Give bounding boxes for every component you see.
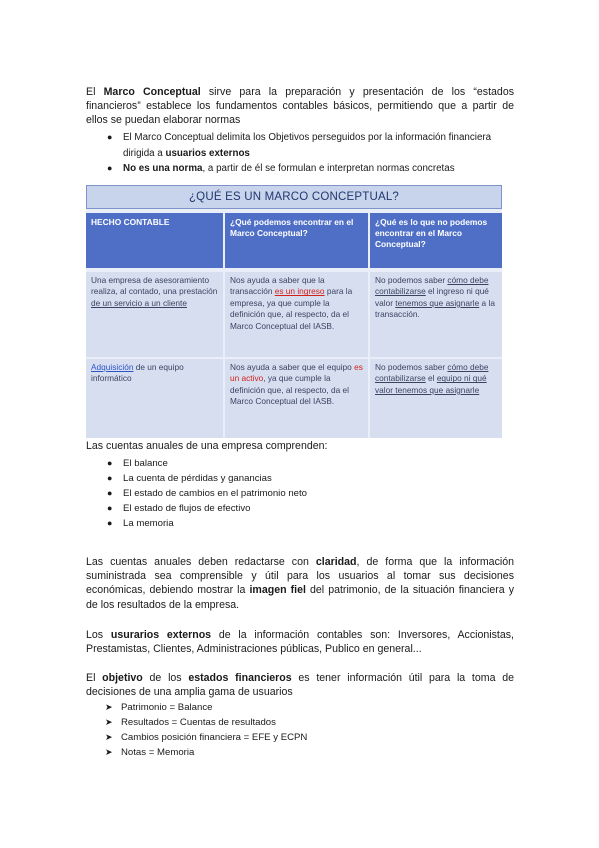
list-item-text: Notas = Memoria bbox=[121, 747, 195, 758]
table-cell bbox=[370, 359, 502, 438]
cell-text: , ya que cumple la definición que, al respecto, da el Marco Conceptual del IASB. bbox=[230, 373, 350, 407]
usuarios-paragraph bbox=[86, 628, 514, 656]
objetivo-arrow-list bbox=[105, 700, 505, 760]
text: es tener información útil para la toma de decisiones de una amplia gama de usuarios bbox=[86, 672, 515, 699]
list-item bbox=[107, 516, 507, 531]
text: de la información contables son: Inversores, Accionistas, Prestamistas, Clientes, Administraciones públicas, Publico en general... bbox=[86, 629, 514, 656]
bold-term: imagen fiel bbox=[249, 584, 306, 597]
cell-text: No podemos saber bbox=[375, 275, 448, 285]
intro-text-post: sirve para la preparación y presentación de los “estados financieros” establece los fundamentos contables básicos, permitiendo que a partir de ellos se puedan elaborar normas bbox=[86, 86, 515, 127]
cell-link[interactable]: Adquisición bbox=[91, 362, 134, 372]
cell-link[interactable]: cómo debe contabilizarse bbox=[375, 362, 489, 384]
cell-text: Nos ayuda a saber que el equipo bbox=[230, 362, 355, 372]
cell-text: Nos ayuda a saber que la transacción bbox=[230, 275, 325, 297]
list-item bbox=[107, 486, 507, 501]
text: El bbox=[86, 672, 103, 684]
arrow-icon: ➤ bbox=[105, 702, 113, 712]
bullet-icon: ● bbox=[107, 473, 113, 483]
bullet-icon: ● bbox=[107, 163, 113, 173]
table-cell bbox=[370, 272, 502, 357]
text: Las cuentas anuales deben redactarse con bbox=[86, 556, 316, 568]
cell-text: a la transacción. bbox=[375, 297, 495, 320]
list-item bbox=[105, 730, 505, 745]
text: , de forma que la información suministrada sea comprensible y útil para los usuarios al tomar sus decisiones económicas, debiendo mostrar la bbox=[86, 556, 515, 597]
bullet-icon: ● bbox=[107, 488, 113, 498]
arrow-icon: ➤ bbox=[105, 747, 113, 757]
bullet-icon: ● bbox=[107, 132, 113, 142]
intro-text-pre: El bbox=[86, 86, 104, 98]
list-item-text: El estado de cambios en el patrimonio neto bbox=[123, 488, 307, 499]
intro-bold-term: Marco Conceptual bbox=[103, 86, 201, 98]
bullet-bold: usuarios externos bbox=[165, 147, 250, 159]
list-item bbox=[107, 456, 507, 471]
cell-link[interactable]: cómo debe contabilizarse bbox=[375, 275, 489, 297]
cell-link[interactable]: de un servicio a un cliente bbox=[91, 297, 187, 308]
list-item bbox=[105, 745, 505, 760]
cell-link[interactable]: equipo ni qué valor tenemos que asignarle bbox=[375, 373, 487, 395]
cell-link[interactable]: tenemos que asignarle bbox=[395, 297, 480, 308]
claridad-paragraph bbox=[86, 555, 514, 612]
list-item-text: El estado de flujos de efectivo bbox=[123, 503, 251, 514]
cuentas-heading: Las cuentas anuales de una empresa comprenden: bbox=[86, 440, 328, 452]
text: del patrimonio, de la situación financiera y de los resultados de la empresa. bbox=[86, 584, 514, 611]
bold-term: usurarios externos bbox=[110, 629, 212, 641]
table-title: ¿QUÉ ES UN MARCO CONCEPTUAL? bbox=[86, 185, 502, 209]
list-item-text: La cuenta de pérdidas y ganancias bbox=[123, 473, 272, 484]
cuentas-list bbox=[107, 456, 507, 531]
list-item bbox=[107, 130, 514, 161]
cell-text: de un equipo informático bbox=[91, 362, 184, 384]
table-header-que-no-encontrar: ¿Qué es lo que no podemos encontrar en el Marco Conceptual? bbox=[370, 213, 502, 268]
bold-term: objetivo bbox=[102, 672, 143, 684]
cell-highlight: es un activo bbox=[230, 362, 363, 384]
list-item-text: Resultados = Cuentas de resultados bbox=[121, 717, 276, 728]
list-item bbox=[107, 471, 507, 486]
cell-text: para la empresa, ya que cumple la definición que, al respecto, da el Marco Conceptual del IASB. bbox=[230, 286, 353, 331]
cell-highlight: es un ingreso bbox=[274, 286, 325, 297]
bold-term: estados financieros bbox=[188, 672, 292, 684]
cell-text: el bbox=[425, 373, 437, 384]
bullet-text: El Marco Conceptual delimita los Objetivos perseguidos por la información financiera dirigida a bbox=[123, 132, 492, 159]
text: Los bbox=[86, 629, 111, 641]
list-item-text: La memoria bbox=[123, 518, 174, 529]
text: de los bbox=[142, 672, 189, 684]
marco-conceptual-table bbox=[86, 185, 502, 438]
table-cell bbox=[86, 272, 223, 357]
list-item bbox=[107, 501, 507, 516]
list-item-text: Cambios posición financiera = EFE y ECPN bbox=[121, 732, 308, 743]
list-item-text: El balance bbox=[123, 458, 168, 469]
bullet-text: , a partir de él se formulan e interpretan normas concretas bbox=[202, 163, 455, 174]
table-header-que-encontrar: ¿Qué podemos encontrar en el Marco Conceptual? bbox=[225, 213, 368, 268]
table-header-hecho: HECHO CONTABLE bbox=[86, 213, 223, 268]
intro-bullet-list bbox=[107, 130, 514, 177]
arrow-icon: ➤ bbox=[105, 717, 113, 727]
list-item bbox=[105, 715, 505, 730]
bullet-icon: ● bbox=[107, 503, 113, 513]
bullet-icon: ● bbox=[107, 458, 113, 468]
list-item-text: Patrimonio = Balance bbox=[121, 702, 213, 713]
bold-term: claridad bbox=[315, 556, 357, 568]
objetivo-paragraph bbox=[86, 671, 514, 699]
table-cell bbox=[225, 272, 368, 357]
list-item bbox=[105, 700, 505, 715]
list-item bbox=[107, 161, 514, 177]
arrow-icon: ➤ bbox=[105, 732, 113, 742]
cell-text: el ingreso ni qué valor bbox=[375, 286, 489, 308]
table-cell bbox=[225, 359, 368, 438]
cell-text: No podemos saber bbox=[375, 362, 448, 372]
bullet-bold: No es una norma bbox=[123, 163, 203, 174]
table-cell bbox=[86, 359, 223, 438]
cell-text: Una empresa de asesoramiento realiza, al contado, una prestación bbox=[91, 275, 218, 297]
bullet-icon: ● bbox=[107, 518, 113, 528]
intro-paragraph bbox=[86, 85, 514, 128]
